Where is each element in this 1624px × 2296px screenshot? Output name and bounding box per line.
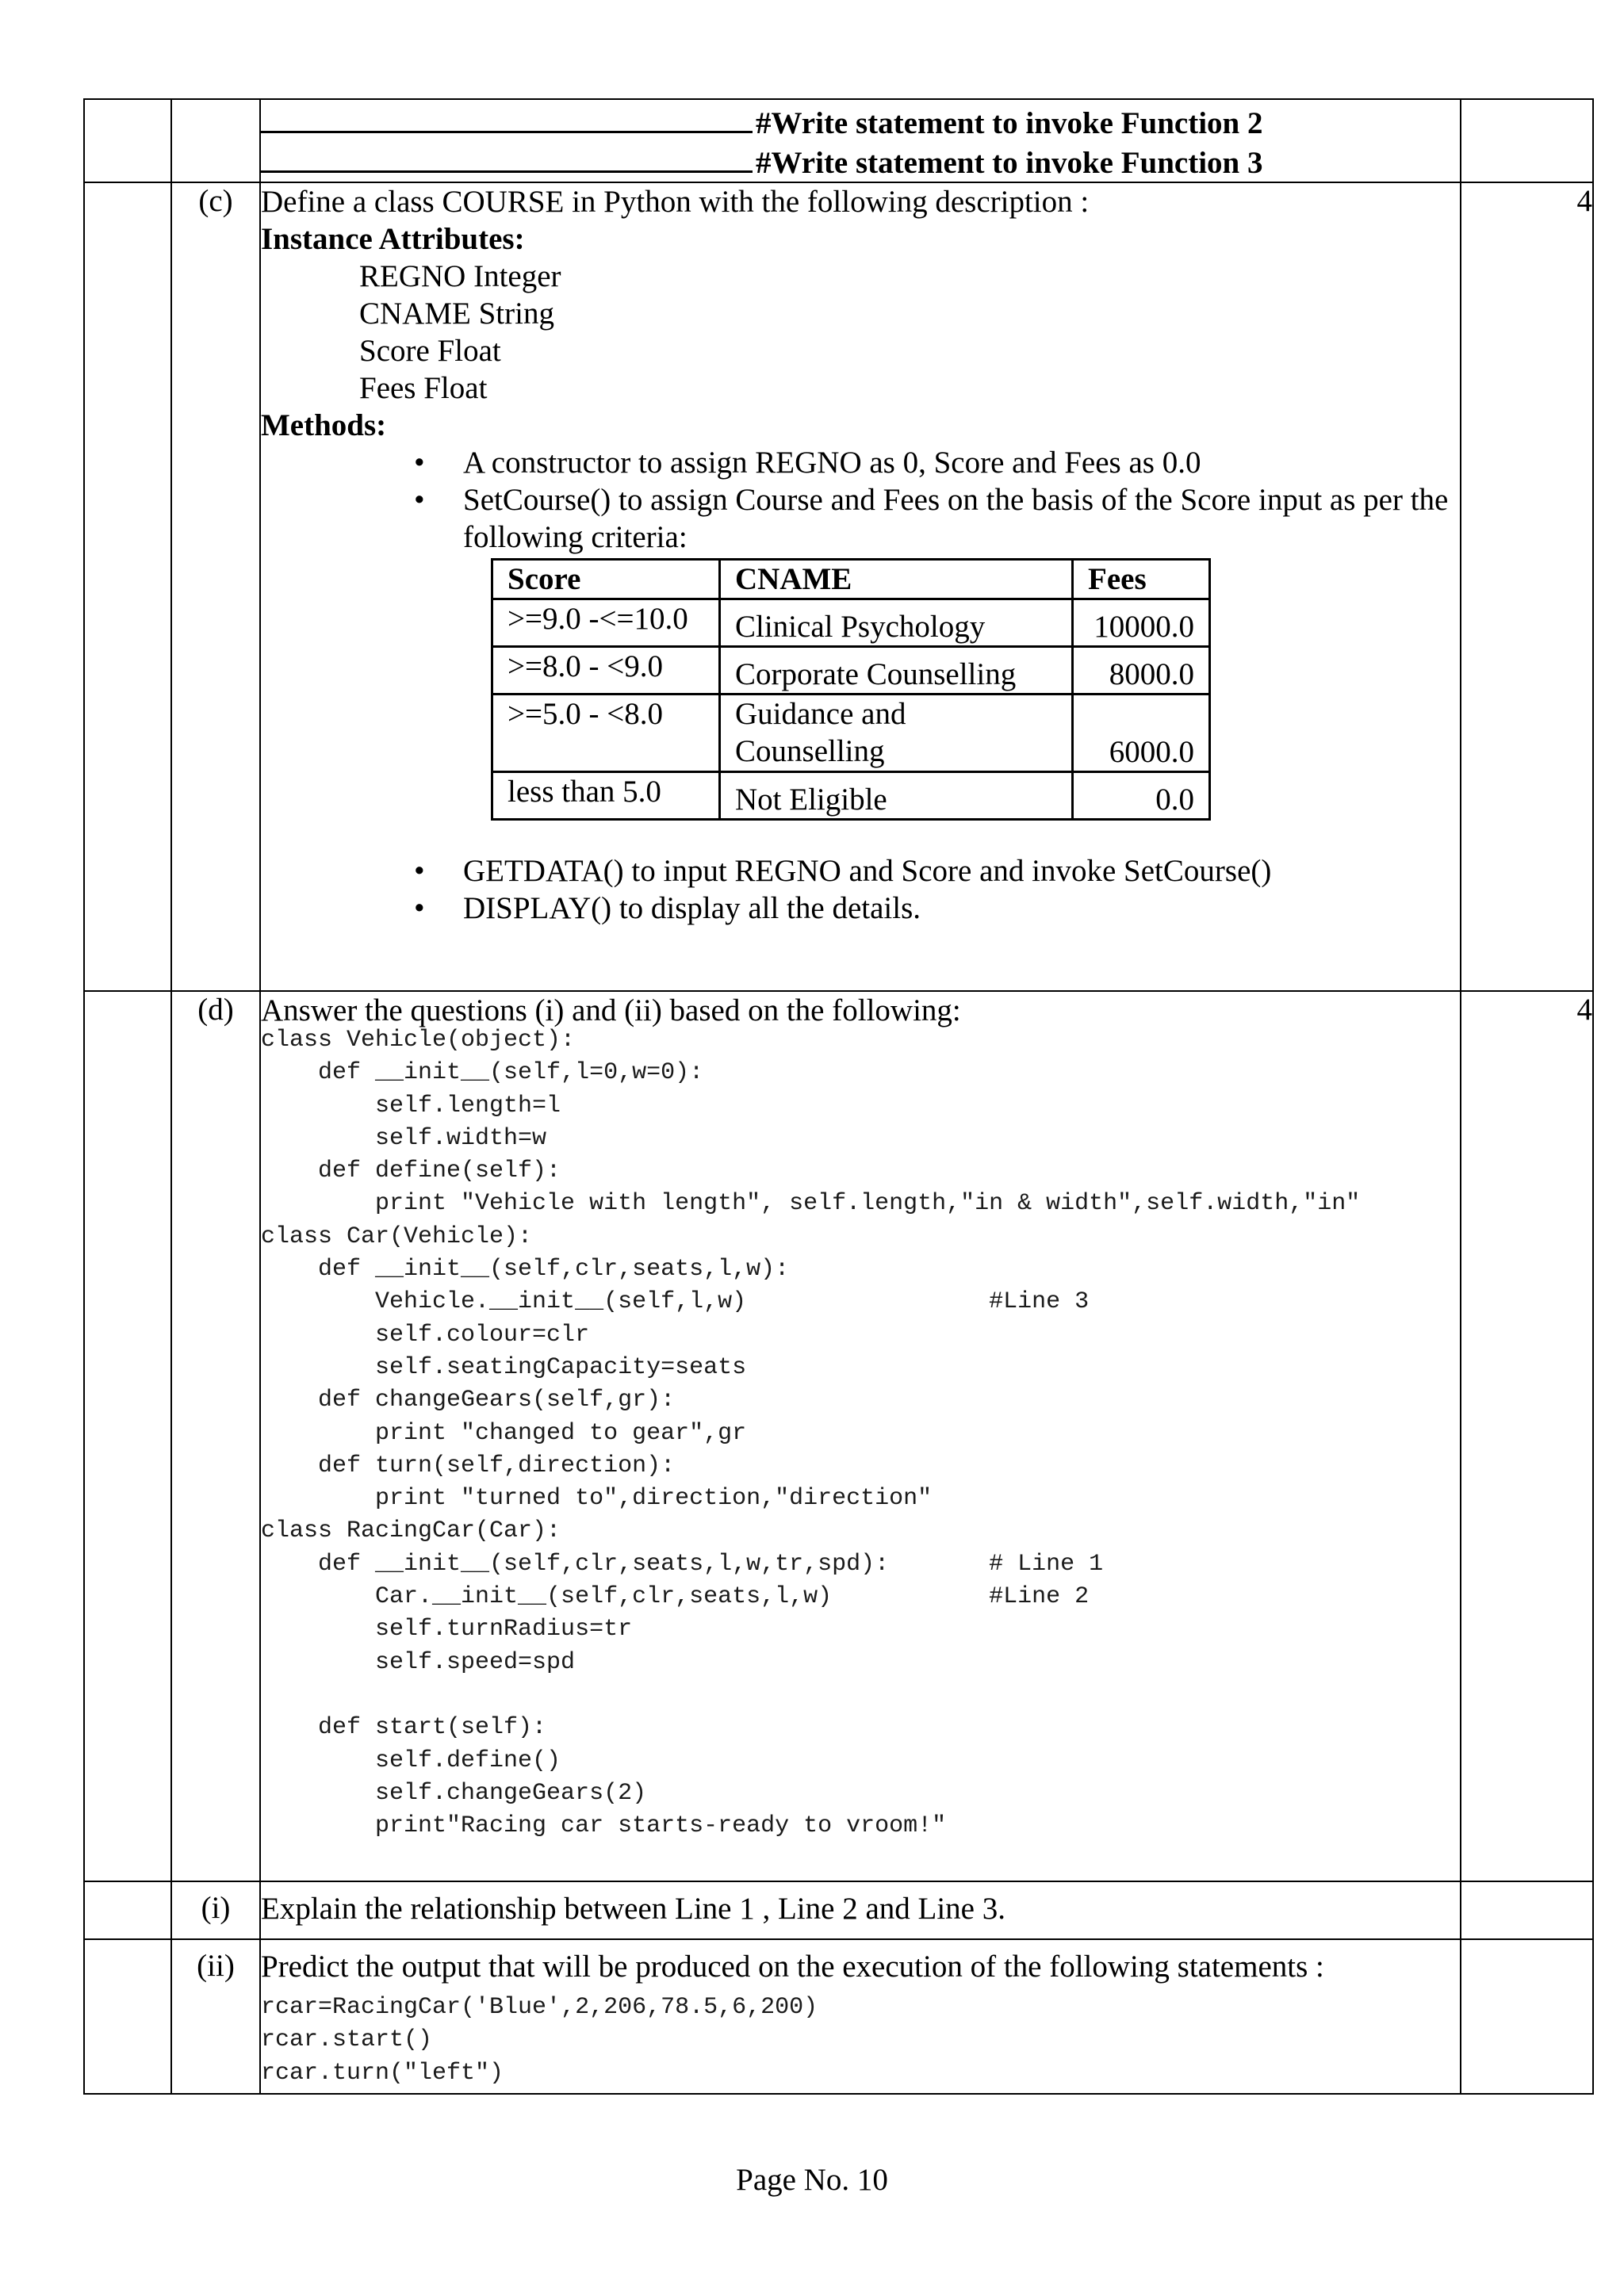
header-cell: Fees bbox=[1073, 560, 1210, 599]
question-text: Answer the questions (i) and (ii) based on the following: bbox=[261, 993, 961, 1027]
method-item: • SetCourse() to assign Course and Fees on the basis of the Score input as per the following criteria: bbox=[463, 481, 1460, 556]
attribute-item: Fees Float bbox=[359, 371, 488, 405]
methods-list bbox=[261, 444, 1460, 556]
code-block: rcar=RacingCar('Blue',2,206,78.5,6,200) rcar.start() rcar.turn("left") bbox=[261, 1994, 818, 2087]
question-table bbox=[83, 98, 1594, 2095]
method-item: • GETDATA() to input REGNO and Score and invoke SetCourse() bbox=[463, 852, 1460, 890]
criteria-cell: Guidance and Counselling bbox=[720, 695, 1073, 772]
part-label: (c) bbox=[171, 182, 260, 991]
invoke-function-2: #Write statement to invoke Function 2 bbox=[756, 106, 1263, 140]
answer-blank bbox=[261, 102, 753, 133]
criteria-cell: less than 5.0 bbox=[492, 772, 720, 820]
row-part-i bbox=[84, 1881, 1593, 1939]
methods-list bbox=[261, 852, 1460, 927]
criteria-row bbox=[492, 599, 1210, 647]
page-number: Page No. 10 bbox=[736, 2163, 888, 2197]
criteria-cell: 6000.0 bbox=[1073, 695, 1210, 772]
criteria-cell: 8000.0 bbox=[1073, 647, 1210, 695]
row-function-statements bbox=[84, 99, 1593, 182]
question-text: Explain the relationship between Line 1 , Line 2 and Line 3. bbox=[261, 1892, 1005, 1926]
attribute-item: CNAME String bbox=[359, 297, 554, 331]
part-label: (ii) bbox=[171, 1939, 260, 2094]
question-text: Define a class COURSE in Python with the following description : bbox=[261, 185, 1090, 219]
criteria-table bbox=[491, 558, 1211, 821]
attribute-item: Score Float bbox=[359, 334, 501, 368]
criteria-row bbox=[492, 695, 1210, 772]
criteria-cell: Clinical Psychology bbox=[720, 599, 1073, 647]
criteria-cell: Not Eligible bbox=[720, 772, 1073, 820]
section-heading: Methods: bbox=[261, 408, 387, 442]
criteria-cell: >=5.0 - <8.0 bbox=[492, 695, 720, 772]
marks: 4 bbox=[1461, 182, 1593, 991]
criteria-row bbox=[492, 772, 1210, 820]
criteria-cell: >=8.0 - <9.0 bbox=[492, 647, 720, 695]
row-part-d bbox=[84, 991, 1593, 1881]
criteria-cell: 0.0 bbox=[1073, 772, 1210, 820]
criteria-row bbox=[492, 647, 1210, 695]
criteria-cell: >=9.0 -<=10.0 bbox=[492, 599, 720, 647]
marks: 4 bbox=[1461, 991, 1593, 1881]
invoke-function-3: #Write statement to invoke Function 3 bbox=[756, 146, 1263, 180]
criteria-cell: 10000.0 bbox=[1073, 599, 1210, 647]
attribute-item: REGNO Integer bbox=[359, 259, 561, 293]
answer-blank bbox=[261, 142, 753, 173]
part-label: (d) bbox=[171, 991, 260, 1881]
header-cell: Score bbox=[492, 560, 720, 599]
row-part-c bbox=[84, 182, 1593, 991]
code-block: class Vehicle(object): def __init__(self,l=0,w=0): self.length=l self.width=w def define(self): print "Vehicle with length", self.length,"in & width",self.width,"in" class Car(Vehicle): def __init__(self,clr,seats,l,w): Vehicle.__init__(self,l,w) #Line 3 self.colour=clr self.seatingCapacity=seats def changeGears(self,gr): print "changed to gear",gr def turn(self,direction): print "turned to",direction,"direction" class RacingCar(Car): def __init__(self,clr,seats,l,w,tr,spd): # Line 1 Car.__init__(self,clr,seats,l,w) #Line 2 self.turnRadius=tr self.speed=spd def start(self): self.define() self.changeGears(2) print"Racing car starts-ready to vroom!" bbox=[261, 1027, 1361, 1840]
header-cell: CNAME bbox=[720, 560, 1073, 599]
row-part-ii bbox=[84, 1939, 1593, 2094]
part-label: (i) bbox=[171, 1881, 260, 1939]
method-item: • A constructor to assign REGNO as 0, Score and Fees as 0.0 bbox=[463, 444, 1460, 481]
section-heading: Instance Attributes: bbox=[261, 222, 525, 256]
method-item: • DISPLAY() to display all the details. bbox=[463, 890, 1460, 927]
question-text: Predict the output that will be produced on the execution of the following statements : bbox=[261, 1950, 1324, 1984]
criteria-cell: Corporate Counselling bbox=[720, 647, 1073, 695]
criteria-header-row bbox=[492, 560, 1210, 599]
